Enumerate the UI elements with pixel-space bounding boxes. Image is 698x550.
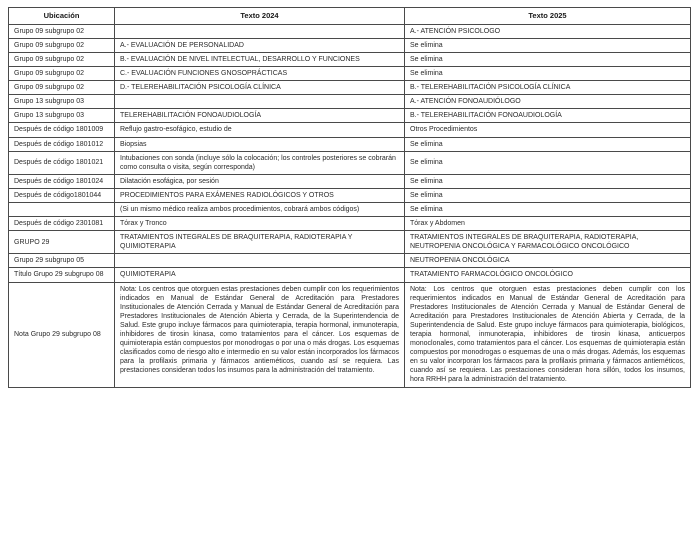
ubicacion-cell: Grupo 13 subgrupo 03	[9, 109, 115, 123]
ubicacion-cell: GRUPO 29	[9, 231, 115, 254]
header-texto-2024: Texto 2024	[115, 8, 405, 25]
texto-2024-cell	[115, 254, 405, 268]
texto-2024-cell: TELEREHABILITACIÓN FONOAUDIOLOGÍA	[115, 109, 405, 123]
texto-2024-cell: Biopsias	[115, 137, 405, 151]
texto-2024-cell: QUIMIOTERAPIA	[115, 268, 405, 282]
texto-2025-cell: Otros Procedimientos	[405, 123, 691, 137]
texto-2024-cell: Dilatación esofágica, por sesión	[115, 174, 405, 188]
ubicacion-cell: Grupo 29 subgrupo 05	[9, 254, 115, 268]
texto-2025-cell: Se elimina	[405, 188, 691, 202]
ubicacion-cell: Después de código 1801021	[9, 151, 115, 174]
table-row	[9, 202, 691, 216]
table-row	[9, 282, 691, 387]
table-row	[9, 268, 691, 282]
table-row	[9, 81, 691, 95]
ubicacion-cell: Después de código 1801012	[9, 137, 115, 151]
ubicacion-cell: Después de código1801044	[9, 188, 115, 202]
ubicacion-cell: Grupo 09 subgrupo 02	[9, 52, 115, 66]
table-header	[9, 8, 691, 25]
texto-2025-cell: TRATAMIENTOS INTEGRALES DE BRAQUITERAPIA, RADIOTERAPIA, NEUTROPENIA ONCOLÓGICA Y FARMACOLÓGICO ONCOLÓGICO	[405, 231, 691, 254]
table-row	[9, 254, 691, 268]
table-row	[9, 24, 691, 38]
texto-2025-cell: Nota: Los centros que otorguen estas prestaciones deben cumplir con los requerimientos indicados en Manual de Estándar General de Acreditación para Prestadores Institucionales de Atención Cerrada y Manual de Estándar General de Acreditación para Prestadores Institucionales de Atención Abierta y Cerrada, de la Superintendencia de Salud. Este grupo incluye fármacos para quimioterapia, biológicos, terapia hormonal, inmunoterapia, inhibidores de tirosin kinasa, anticuerpos monoclonales, como tratamientos para el cáncer. Los esquemas de quimioterapia están compuestos por monodrogas o esquemas de una o más drogas. Además, los esquemas en su valor incorporan los fármacos para la profilaxis primaria y fármacos antieméticos, cuando así se requiera. Las prestaciones consideran hora sillón, todos los insumos, hora RRHH para la administración del tratamiento.	[405, 282, 691, 387]
texto-2025-cell: Se elimina	[405, 137, 691, 151]
texto-2025-cell: A.- ATENCIÓN FONOAUDIÓLOGO	[405, 95, 691, 109]
texto-2025-cell: B.- TELEREHABILITACIÓN PSICOLOGÍA CLÍNICA	[405, 81, 691, 95]
table-row	[9, 38, 691, 52]
ubicacion-cell: Grupo 09 subgrupo 02	[9, 81, 115, 95]
ubicacion-cell: Nota Grupo 29 subgrupo 08	[9, 282, 115, 387]
ubicacion-cell: Grupo 13 subgrupo 03	[9, 95, 115, 109]
texto-2025-cell: NEUTROPENIA ONCOLÓGICA	[405, 254, 691, 268]
texto-2025-cell: Se elimina	[405, 52, 691, 66]
texto-2025-cell: Tórax y Abdomen	[405, 217, 691, 231]
table-row	[9, 137, 691, 151]
texto-2024-cell	[115, 24, 405, 38]
texto-2025-cell: Se elimina	[405, 151, 691, 174]
table-row	[9, 123, 691, 137]
table-row	[9, 67, 691, 81]
texto-2024-cell	[115, 95, 405, 109]
texto-2025-cell: Se elimina	[405, 202, 691, 216]
texto-2024-cell: PROCEDIMIENTOS PARA EXÁMENES RADIOLÓGICOS Y OTROS	[115, 188, 405, 202]
ubicacion-cell	[9, 202, 115, 216]
table-row	[9, 231, 691, 254]
texto-2024-cell: TRATAMIENTOS INTEGRALES DE BRAQUITERAPIA, RADIOTERAPIA Y QUIMIOTERAPIA	[115, 231, 405, 254]
header-row	[9, 8, 691, 25]
table-row	[9, 109, 691, 123]
ubicacion-cell: Después de código 1801009	[9, 123, 115, 137]
texto-2024-cell: B.- EVALUACIÓN DE NIVEL INTELECTUAL, DESARROLLO Y FUNCIONES	[115, 52, 405, 66]
ubicacion-cell: Después de código 2301081	[9, 217, 115, 231]
texto-2025-cell: Se elimina	[405, 174, 691, 188]
texto-2025-cell: B.- TELEREHABILITACIÓN FONOAUDIOLOGÍA	[405, 109, 691, 123]
table-row	[9, 151, 691, 174]
table-row	[9, 188, 691, 202]
table-row	[9, 52, 691, 66]
texto-2024-cell: Intubaciones con sonda (incluye sólo la colocación; los controles posteriores se cobrarán como consulta o visita, según corresponda)	[115, 151, 405, 174]
table-body	[9, 24, 691, 387]
ubicacion-cell: Título Grupo 29 subgrupo 08	[9, 268, 115, 282]
texto-2024-cell: Nota: Los centros que otorguen estas prestaciones deben cumplir con los requerimientos indicados en Manual de Estándar General de Acreditación para Prestadores Institucionales de Atención Cerrada y Manual de Estándar General de Acreditación para Prestadores Institucionales de Atención Abierta y Cerrada, de la Superintendencia de Salud. Este grupo incluye fármacos para quimioterapia, terapia hormonal, inmunoterapia, inhibidores de tirosin kinasa, como tratamientos para el cáncer. Los esquemas de quimioterapia están compuestos por monodrogas o por una o más drogas. Los esquemas clasificados como de riesgo alto e intermedio en su valor están incorporados los fármacos para la profilaxis primaria y fármacos antieméticos, cuando así se requiera. Las prestaciones consideran todos los insumos para la administración del tratamiento.	[115, 282, 405, 387]
table-row	[9, 217, 691, 231]
texto-2024-cell: D.- TELEREHABILITACIÓN PSICOLOGÍA CLÍNICA	[115, 81, 405, 95]
texto-2024-cell: A.- EVALUACIÓN DE PERSONALIDAD	[115, 38, 405, 52]
texto-2024-cell: C.- EVALUACIÓN FUNCIONES GNOSOPRÁCTICAS	[115, 67, 405, 81]
texto-2024-cell: (Si un mismo médico realiza ambos procedimientos, cobrará ambos códigos)	[115, 202, 405, 216]
texto-2024-cell: Tórax y Tronco	[115, 217, 405, 231]
texto-2025-cell: Se elimina	[405, 67, 691, 81]
ubicacion-cell: Grupo 09 subgrupo 02	[9, 67, 115, 81]
header-ubicacion: Ubicación	[9, 8, 115, 25]
ubicacion-cell: Grupo 09 subgrupo 02	[9, 24, 115, 38]
ubicacion-cell: Grupo 09 subgrupo 02	[9, 38, 115, 52]
texto-2025-cell: TRATAMIENTO FARMACOLÓGICO ONCOLÓGICO	[405, 268, 691, 282]
header-texto-2025: Texto 2025	[405, 8, 691, 25]
table-row	[9, 174, 691, 188]
ubicacion-cell: Después de código 1801024	[9, 174, 115, 188]
texto-2025-cell: A.- ATENCIÓN PSICOLOGO	[405, 24, 691, 38]
comparison-table	[8, 7, 691, 388]
texto-2025-cell: Se elimina	[405, 38, 691, 52]
texto-2024-cell: Reflujo gastro-esofágico, estudio de	[115, 123, 405, 137]
table-row	[9, 95, 691, 109]
